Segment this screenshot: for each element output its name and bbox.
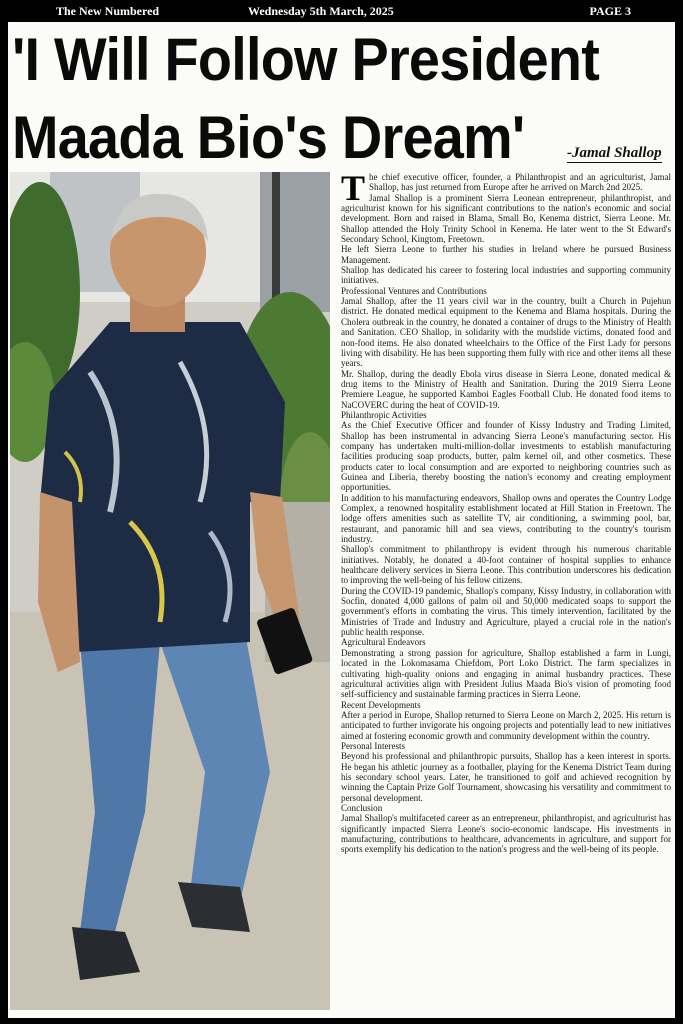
- section-heading: Recent Developments: [341, 699, 421, 710]
- article-body: [341, 172, 671, 1018]
- section-heading: Professional Ventures and Contributions: [341, 285, 487, 296]
- article-paragraph: Shallop has dedicated his career to fostering local industries and supporting community initiatives.: [341, 265, 671, 286]
- article-paragraph: Demonstrating a strong passion for agriculture, Shallop established a farm in Lungi, located in the Lokomasama Chiefdom, Port Loko District. The farm specializes in cultivating high-quality onions and engaging in animal husbandry practices. These agricultural activities align with President Julius Maada Bio's vision of promoting food self-sufficiency and sustainable farming practices in Sierra Leone.: [341, 647, 671, 700]
- newspaper-page: [8, 22, 675, 1018]
- article-paragraph: During the COVID-19 pandemic, Shallop's company, Kissy Industry, in collaboration with Socfin, donated 4,000 gallons of palm oil and 50,000 medicated soaps to support the government's efforts in combating the virus. This timely intervention, facilitated by the Ministries of Trade and Industry and Agriculture, played a crucial role in the nation's public health response.: [341, 585, 671, 638]
- issue-date: Wednesday 5th March, 2025: [248, 4, 394, 18]
- article-photo: [10, 172, 330, 1010]
- lead-paragraph: [341, 172, 671, 208]
- article-paragraph: Jamal Shallop, after the 11 years civil war in the country, built a Church in Pujehun district. He donated medical equipment to the Kenema and Blama hospitals. During the Cholera outbreak in the country, he donated a container of drugs to the Ministry of Health and Sanitation. CEO Shallop, in solidarity with the mudslide victims, donated food and non-food items. He also donated wheelchairs to the Office of the First Lady for persons living with disability. He has been supporting them fully with rice and other items all these years.: [341, 296, 671, 369]
- article-paragraph: As the Chief Executive Officer and founder of Kissy Industry and Trading Limited, Shallop has been instrumental in advancing Sierra Leone's manufacturing sector. His company has undertaken multi-million-dollar investments to establish manufacturing facilities producing soap products, butter, palm kernel oil, and other cosmetics. These products cater to local consumption and are exported to neighboring countries such as Guinea and Liberia, thereby boosting the nation's economy and creating employment opportunities.: [341, 420, 671, 493]
- article-paragraph: He left Sierra Leone to further his studies in Ireland where he pursued Business Management.: [341, 244, 671, 265]
- page-number: PAGE 3: [589, 4, 631, 18]
- section-heading: Agricultural Endeavors: [341, 637, 426, 648]
- article-paragraph: Mr. Shallop, during the deadly Ebola virus disease in Sierra Leone, donated medical & drug items to the Ministry of Health and Sanitation. During the 2019 Sierra Leone Premiere League, he supported Kamboi Eagles Football Club. He donated food items to NaCOVERC during the heat of COVID-19.: [341, 368, 671, 410]
- lead-text: he chief executive officer, founder, a Philanthropist and an agriculturist, Jamal Shallop, has just returned from Europe after he arrived on March 2nd 2025.: [369, 172, 671, 193]
- byline: -Jamal Shallop: [567, 145, 662, 161]
- article-paragraph: Jamal Shallop's multifaceted career as an entrepreneur, philanthropist, and agriculturist has significantly impacted Sierra Leone's socio-economic landscape. His investments in manufacturing, contributions to healthcare, advancements in agriculture, and support for sports exemplify his dedication to the nation's progress and the well-being of its people.: [341, 813, 671, 855]
- headline-line-1: 'I Will Follow President: [12, 26, 600, 93]
- man-walking-illustration: [10, 172, 330, 1010]
- masthead-bar: [0, 0, 683, 22]
- article-paragraph: Jamal Shallop is a prominent Sierra Leonean entrepreneur, philanthropist, and agriculturist known for his significant contributions to the nation's economic and social development. Born and raised in Blama, Small Bo, Kenema district, Sierra Leone. Mr. Shallop attended the Holy Trinity School in Kenema. He later went to the St Edward's Secondary School, Kingtom, Freetown.: [341, 192, 671, 245]
- article-paragraph: In addition to his manufacturing endeavors, Shallop owns and operates the Country Lodge Complex, a renowned hospitality establishment located at Hill Station in Freetown. The lodge offers amenities such as satellite TV, air conditioning, a swimming pool, bar, restaurant, and panoramic hill and sea views, contributing to the country's tourism industry.: [341, 492, 671, 545]
- headline-line-2: Maada Bio's Dream': [12, 104, 525, 171]
- article-paragraph: Beyond his professional and philanthropic pursuits, Shallop has a keen interest in sports. He began his athletic journey as a footballer, playing for the Kenema District Team during his secondary school years. Later, he transitioned to golf and achieved recognition by winning the Captain Prize Golf Tournament, showcasing his versatility and commitment to personal development.: [341, 751, 671, 803]
- newspaper-name: The New Numbered: [56, 4, 160, 18]
- drop-cap: T: [341, 172, 366, 208]
- article-paragraph: After a period in Europe, Shallop returned to Sierra Leone on March 2, 2025. His return is anticipated to further invigorate his ongoing projects and potentially lead to new initiatives aimed at fostering economic growth and community development within the country.: [341, 709, 671, 741]
- section-heading: Conclusion: [341, 802, 383, 813]
- section-heading: Philanthropic Activities: [341, 409, 427, 420]
- article-paragraph: Shallop's commitment to philanthropy is evident through his numerous charitable initiatives. Notably, he donated a 40-foot container of hospital supplies to enhance healthcare delivery services in Sierra Leone. This contribution underscores his dedication to improving the well-being of his fellow citizens.: [341, 544, 671, 586]
- section-heading: Personal Interests: [341, 740, 406, 751]
